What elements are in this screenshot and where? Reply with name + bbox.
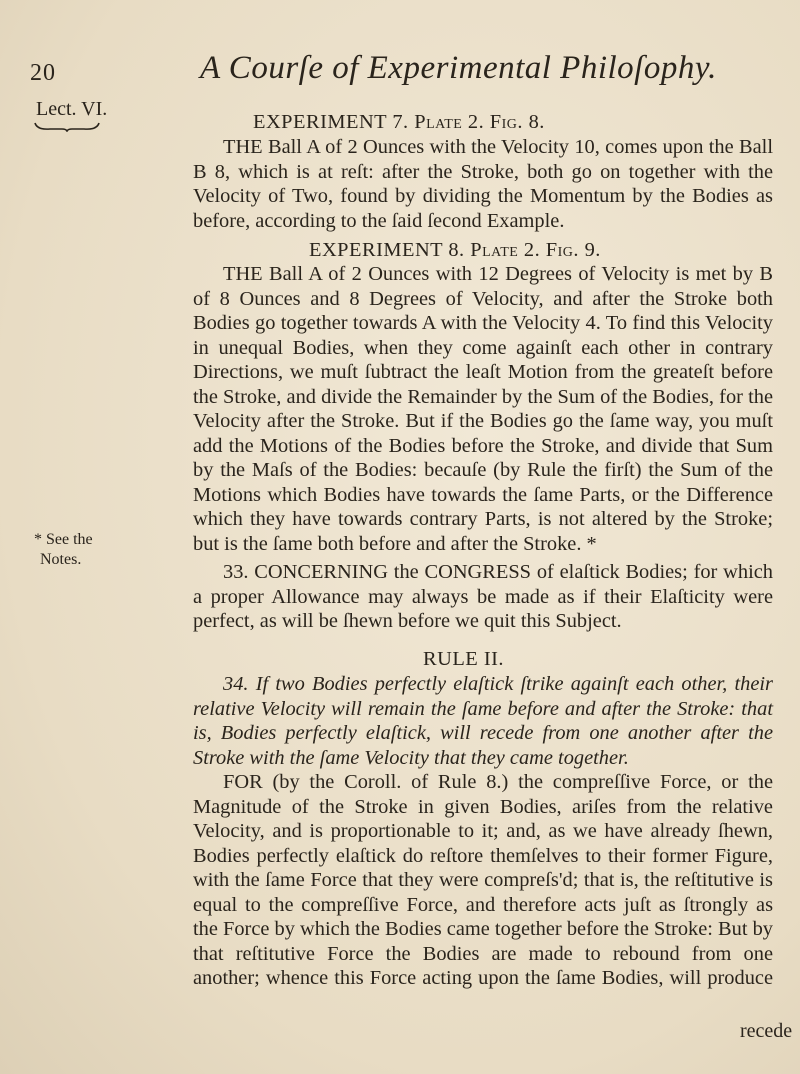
margin-note-line1: * See the bbox=[34, 531, 93, 548]
rule2-paragraph: 34. If two Bodies perfectly elaſtick ſtrike againſt each other, their relative Velocity will remain the ſame before and after the Stroke: that is, Bodies perfectly elaſtick, will recede from one another after the Stroke with the ſame Velocity that they came together. bbox=[193, 673, 773, 769]
for-paragraph: FOR (by the Coroll. of Rule 8.) the compreſſive Force, or the Magnitude of the Stroke in given Bodies, ariſes from the relative Velocity, and is proportionable to it; and, as we have already ſhewn, Bodies perfectly elaſtick do reſtore themſelves to their former Figure, with the ſame Force that they were compreſs'd; that is, the reſtitutive is equal to the compreſſive Force, and therefore acts juſt as ſtrongly as the Force by which the Bodies came together before the Stroke: But by that reſtitutive Force the Bodies are made to rebound from one another; whence this Force acting upon the ſame Bodies, will produce bbox=[193, 771, 773, 989]
running-head: A Courſe of Experimental Philoſophy. bbox=[200, 50, 717, 86]
exp7-heading: EXPERIMENT 7. Plate 2. Fig. 8. bbox=[253, 111, 545, 133]
margin-note-line2: Notes. bbox=[40, 551, 82, 568]
rule2-heading: RULE II. bbox=[423, 648, 505, 670]
catchword: recede bbox=[740, 1020, 793, 1042]
exp8-heading: EXPERIMENT 8. Plate 2. Fig. 9. bbox=[309, 239, 601, 261]
exp7-paragraph: THE Ball A of 2 Ounces with the Velocity 10, comes upon the Ball B 8, which is at reſt: after the Stroke, both go on together with the Velocity of Two, found by dividing the Momentum by the Bodies as before, according to the ſaid ſecond Example. bbox=[193, 136, 773, 232]
sec33-paragraph: 33. CONCERNING the CONGRESS of elaſtick Bodies; for which a proper Allowance may always be made as if their Elaſticity were perfect, as will be ſhewn before we quit this Subject. bbox=[193, 561, 773, 632]
page-number: 20 bbox=[30, 60, 56, 86]
margin-lecture: Lect. VI. bbox=[36, 98, 108, 120]
margin-note bbox=[34, 530, 93, 570]
margin-brace-icon bbox=[34, 122, 100, 132]
exp8-paragraph: THE Ball A of 2 Ounces with 12 Degrees of Velocity is met by B of 8 Ounces and 8 Degrees of Velocity, and after the Stroke both Bodies go together towards A with the Velocity 4. To find this Velocity in unequal Bodies, when they come againſt each other in contrary Directions, we muſt ſubtract the leaſt Motion from the greateſt before the Stroke, and divide the Remainder by the Sum of the Bodies, for the Velocity after the Stroke. But if the Bodies go the ſame way, you muſt add the Motions of the Bodies before the Stroke, and divide that Sum by the Maſs of the Bodies: becauſe (by Rule the firſt) the Sum of the Motions which Bodies have towards the ſame Parts, or the Difference which they have towards contrary Parts, is not altered by the Stroke; but is the ſame both before and after the Stroke. * bbox=[193, 263, 773, 555]
